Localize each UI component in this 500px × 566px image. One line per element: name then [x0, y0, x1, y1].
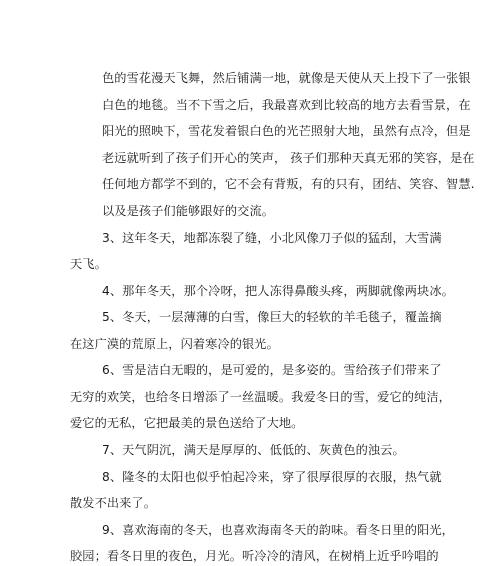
text-line: 3、这年冬天，地都冻裂了缝，小北风像刀子似的猛刮，大雪满 [102, 231, 442, 245]
text-line: 老远就听到了孩子们开心的笑声， 孩子们那种天真无邪的笑容，是在 [102, 151, 475, 165]
text-line: 散发不出来了。 [70, 496, 157, 510]
text-line: 8、隆冬的太阳也似乎怕起冷来，穿了很厚很厚的衣服，热气就 [102, 470, 442, 484]
text-line: 7、天气阴沉，满天是厚厚的、低低的、灰黄色的浊云。 [102, 443, 405, 457]
text-line: 白色的地毯。当不下雪之后，我最喜欢到比较高的地方去看雪景，在 [102, 98, 471, 112]
text-line: 9、喜欢海南的冬天，也喜欢海南冬天的韵味。看冬日里的阳光， [102, 523, 454, 537]
text-line: 爱它的无私，它把最美的景色送给了大地。 [70, 416, 304, 430]
text-line: 以及是孩子们能够跟好的交流。 [102, 204, 275, 218]
text-line: 胶园；看冬日里的夜色，月光。听冷冷的清风，在树梢上近乎吟唱的 [70, 549, 439, 563]
text-line: 色的雪花漫天飞舞，然后铺满一地，就像是天使从天上投下了一张银 [102, 71, 471, 85]
text-line: 4、那年冬天，那个冷呀，把人冻得鼻酸头疼，两脚就像两块冰。 [102, 284, 454, 298]
text-line: 阳光的照映下，雪花发着银白色的光芒照射大地，虽然有点冷，但是 [102, 124, 471, 138]
text-line: 天飞。 [70, 257, 107, 271]
text-line: 6、雪是洁白无暇的，是可爱的，是多姿的。雪给孩子们带来了 [102, 363, 442, 377]
text-line: 在这广漠的荒原上，闪着寒冷的银光。 [70, 337, 279, 351]
text-line: 任何地方都学不到的，它不会有背叛，有的只有，团结、笑容、智慧. [102, 177, 475, 191]
text-line: 无穷的欢笑，也给冬日增添了一丝温暖。我爱冬日的雪，爱它的纯洁， [70, 390, 451, 404]
text-line: 5、冬天，一层薄薄的白雪，像巨大的轻软的羊毛毯子，覆盖摘 [102, 310, 442, 324]
